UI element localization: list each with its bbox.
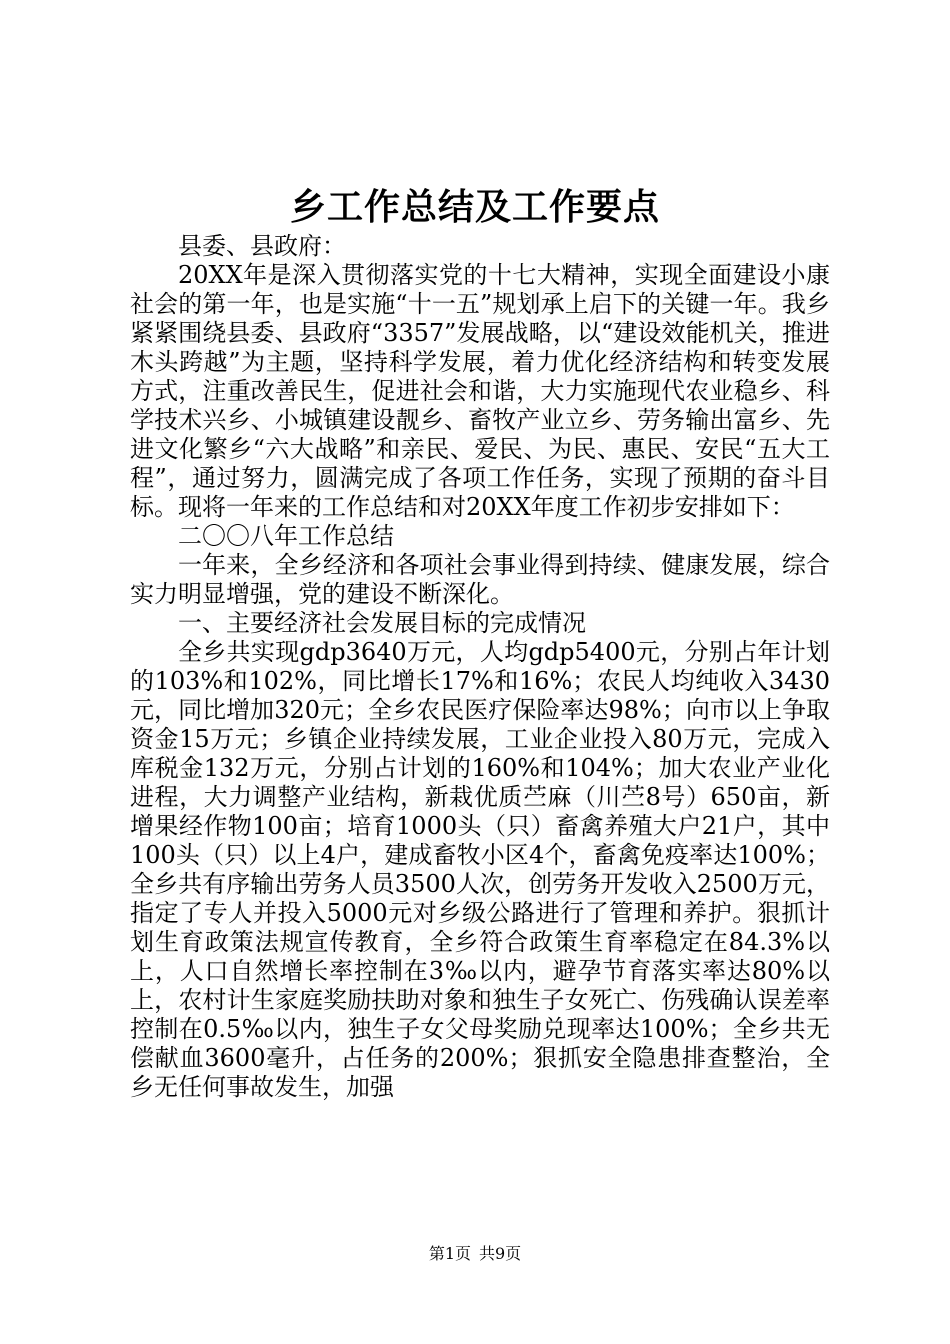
paragraph-intro: 20XX年是深入贯彻落实党的十七大精神，实现全面建设小康社会的第一年，也是实施“十一五”规划承上启下的关键一年。我乡紧紧围绕县委、县政府“3357”发展战略，以“建设效能机关，推进木头跨越”为主题，坚持科学发展，着力优化经济结构和转变发展方式，注重改善民生，促进社会和谐，大力实施现代农业稳乡、科学技术兴乡、小城镇建设靓乡、畜牧产业立乡、劳务输出富乡、先进文化繁乡“六大战略”和亲民、爱民、为民、惠民、安民“五大工程”，通过努力，圆满完成了各项工作任务，实现了预期的奋斗目标。现将一年来的工作总结和对20XX年度工作初步安排如下： (130, 261, 830, 521)
page-total: 共9页 (479, 1244, 522, 1263)
paragraph-details: 全乡共实现gdp3640万元，人均gdp5400元，分别占年计划的103%和102%，同比增长17%和16%；农民人均纯收入3430元，同比增加320元；全乡农民医疗保险率达98%；向市以上争取资金15万元；乡镇企业持续发展，工业企业投入80万元，完成入库税金132万元，分别占计划的160%和104%；加大农业产业化进程，大力调整产业结构，新栽优质苎麻（川苎8号）650亩，新增果经作物100亩；培育1000头（只）畜禽养殖大户21户，其中100头（只）以上4户，建成畜牧小区4个，畜禽免疫率达100%；全乡共有序输出劳务人员3500人次，创劳务开发收入2500万元，指定了专人并投入5000元对乡级公路进行了管理和养护。狠抓计划生育政策法规宣传教育，全乡符合政策生育率稳定在84.3%以上，人口自然增长率控制在3‰以内，避孕节育落实率达80%以上，农村计生家庭奖励扶助对象和独生子女死亡、伤残确认误差率控制在0.5‰以内，独生子女父母奖励兑现率达100%；全乡共无偿献血3600毫升，占任务的200%；狠抓安全隐患排查整治，全乡无任何事故发生，加强 (130, 638, 830, 1101)
paragraph-summary: 一年来，全乡经济和各项社会事业得到持续、健康发展，综合实力明显增强，党的建设不断深化。 (130, 551, 830, 608)
page-number: 第1页 (428, 1244, 471, 1263)
paragraph-salutation: 县委、县政府： (178, 232, 346, 260)
subsection-heading: 一、主要经济社会发展目标的完成情况 (178, 609, 586, 637)
page-footer (0, 1243, 950, 1265)
document-body (130, 232, 830, 1102)
section-heading: 二〇〇八年工作总结 (178, 522, 394, 550)
document-title: 乡工作总结及工作要点 (289, 186, 660, 228)
